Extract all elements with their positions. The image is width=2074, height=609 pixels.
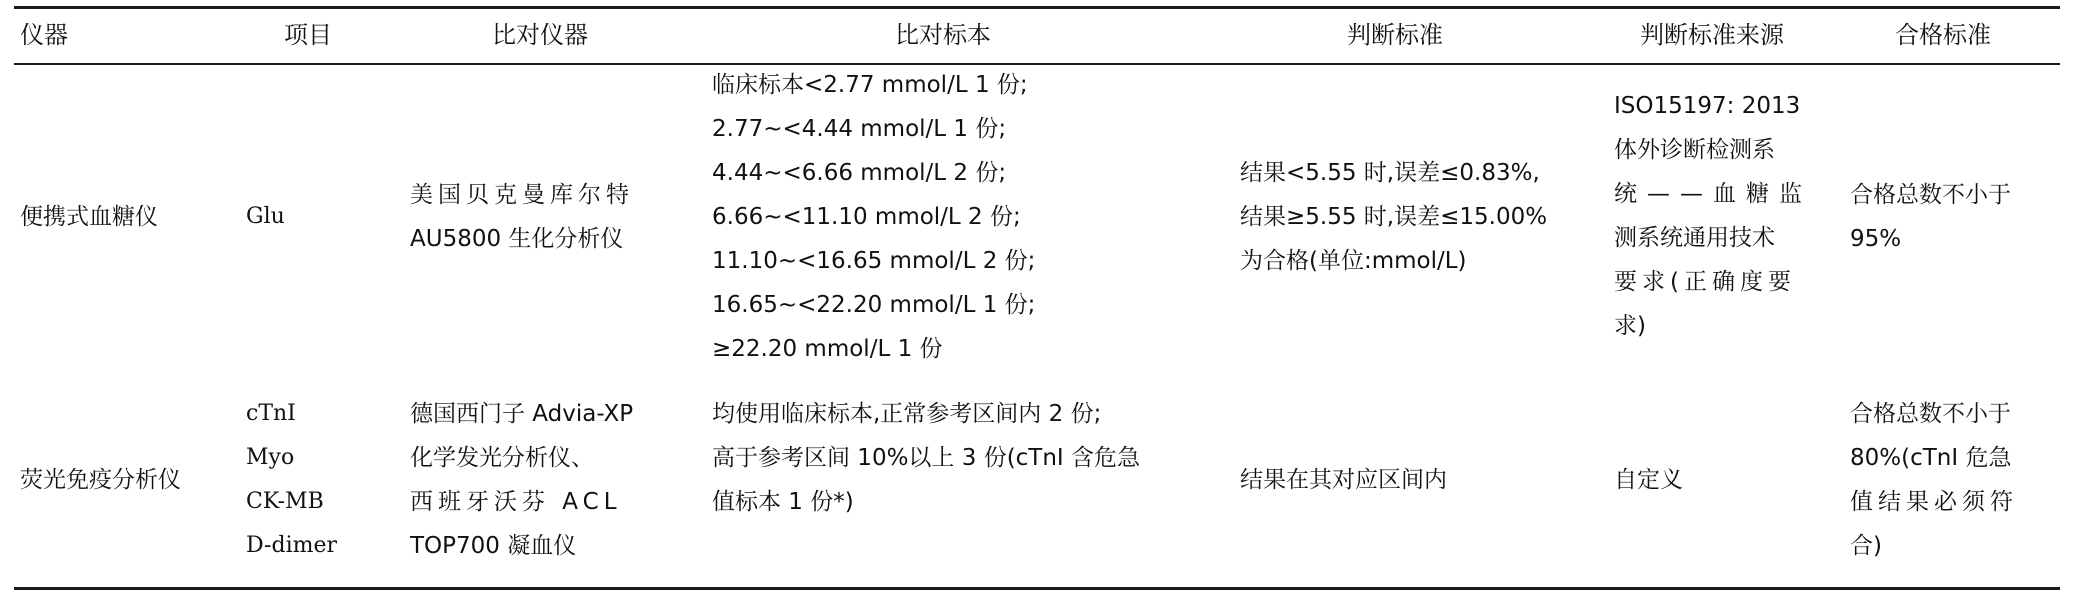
- table-header-rule: [14, 63, 2060, 65]
- row1-comparison-instrument: [410, 173, 634, 261]
- row1-sample-line: 临床标本<2.77 mmol/L 1 份;: [712, 72, 1028, 98]
- row2-pass-line: 值结果必须符: [1850, 489, 2018, 515]
- row2-standard-source: 自定义: [1614, 467, 1683, 493]
- row2-comparison-sample: [712, 392, 1140, 524]
- row2-pass-standard: [1850, 392, 2018, 568]
- row1-sample-line: ≥22.20 mmol/L 1 份: [712, 336, 943, 362]
- row2-pass-line: 80%(cTnI 危急: [1850, 445, 2012, 471]
- row2-sample-line: 均使用临床标本,正常参考区间内 2 份;: [712, 401, 1102, 427]
- row1-source-line: 要求(正确度要: [1614, 269, 1796, 295]
- row1-judgment-line: 结果≥5.55 时,误差≤15.00%: [1240, 204, 1548, 230]
- row1-sample-line: 4.44~<6.66 mmol/L 2 份;: [712, 160, 1007, 186]
- row2-comparison-instrument-line: TOP700 凝血仪: [410, 533, 577, 559]
- row2-sample-line: 值标本 1 份*): [712, 489, 854, 515]
- row1-source-line: 统——血糖监: [1614, 181, 1812, 207]
- row2-sample-line: 高于参考区间 10%以上 3 份(cTnI 含危急: [712, 445, 1141, 471]
- row1-instrument: 便携式血糖仪: [20, 204, 158, 230]
- row1-comparison-instrument-line: AU5800 生化分析仪: [410, 226, 624, 252]
- row1-comparison-instrument-line: 美国贝克曼库尔特: [410, 182, 634, 208]
- row2-item: Myo: [246, 445, 295, 470]
- row1-pass-standard: [1850, 173, 2011, 261]
- row1-sample-line: 16.65~<22.20 mmol/L 1 份;: [712, 292, 1036, 318]
- row1-comparison-sample: [712, 63, 1035, 371]
- row2-item: D-dimer: [246, 533, 337, 558]
- row1-item: Glu: [246, 204, 285, 229]
- row2-item: CK-MB: [246, 489, 324, 514]
- row1-standard-source: [1614, 84, 1812, 348]
- row2-comparison-instrument: [410, 392, 633, 568]
- row1-source-line: 求): [1614, 313, 1646, 339]
- header-item: 项目: [284, 21, 332, 49]
- header-instrument: 仪器: [20, 21, 68, 49]
- row1-judgment-line: 为合格(单位:mmol/L): [1240, 248, 1467, 274]
- row1-judgment-standard: [1240, 151, 1547, 283]
- header-comparison-instrument: 比对仪器: [492, 21, 588, 49]
- header-pass-standard: 合格标准: [1895, 21, 1991, 49]
- table-bottom-rule: [14, 587, 2060, 590]
- row1-pass-line: 合格总数不小于: [1850, 182, 2011, 208]
- row1-judgment-line: 结果<5.55 时,误差≤0.83%,: [1240, 160, 1540, 186]
- header-comparison-sample: 比对标本: [895, 21, 991, 49]
- row1-source-line: 体外诊断检测系: [1614, 137, 1775, 163]
- header-standard-source: 判断标准来源: [1640, 21, 1784, 49]
- row2-item: cTnI: [246, 401, 296, 426]
- row2-comparison-instrument-line: 西班牙沃芬 ACL: [410, 489, 622, 515]
- row1-source-line: 测系统通用技术: [1614, 225, 1775, 251]
- row1-sample-line: 2.77~<4.44 mmol/L 1 份;: [712, 116, 1007, 142]
- row2-comparison-instrument-line: 德国西门子 Advia-XP: [410, 401, 634, 427]
- row2-instrument: 荧光免疫分析仪: [20, 467, 181, 493]
- row1-source-line: ISO15197: 2013: [1614, 93, 1801, 119]
- table-top-rule: [14, 6, 2060, 9]
- row2-pass-line: 合格总数不小于: [1850, 401, 2011, 427]
- row2-pass-line: 合): [1850, 533, 1882, 559]
- row2-items: [246, 392, 337, 568]
- header-judgment-standard: 判断标准: [1347, 21, 1443, 49]
- row1-sample-line: 11.10~<16.65 mmol/L 2 份;: [712, 248, 1036, 274]
- row1-pass-line: 95%: [1850, 226, 1902, 252]
- row1-sample-line: 6.66~<11.10 mmol/L 2 份;: [712, 204, 1021, 230]
- row2-judgment-standard: 结果在其对应区间内: [1240, 467, 1447, 493]
- row2-comparison-instrument-line: 化学发光分析仪、: [410, 445, 594, 471]
